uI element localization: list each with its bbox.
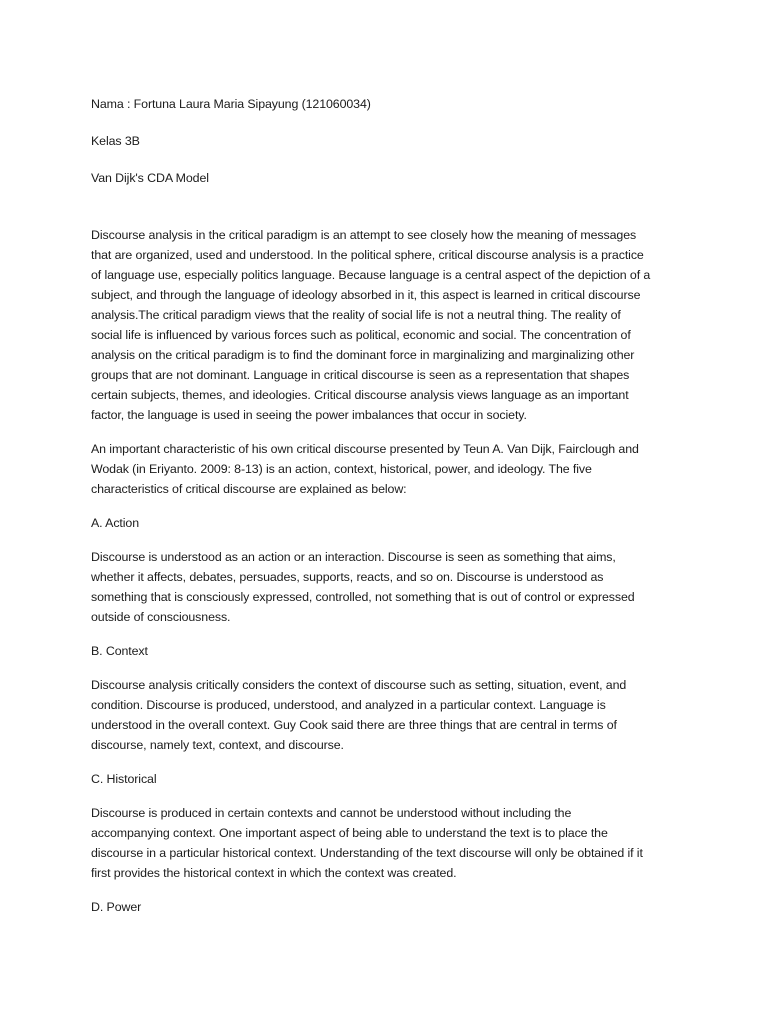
paragraph-line: that are organized, used and understood. In the political sphere, critical discourse analysis is a practice	[91, 248, 644, 262]
paragraph-line: analysis on the critical paradigm is to find the dominant force in marginalizing and marginalizing other	[91, 348, 635, 362]
paragraph-line: something that is consciously expressed, controlled, not something that is out of control or expressed	[91, 590, 635, 604]
paragraph-line: of language use, especially politics language. Because language is a central aspect of the depiction of a	[91, 268, 651, 282]
paragraph-line: Discourse analysis critically considers the context of discourse such as setting, situation, event, and	[91, 678, 627, 692]
paragraph-line: outside of consciousness.	[91, 610, 231, 624]
paragraph-line: Discourse is produced in certain contexts and cannot be understood without including the	[91, 806, 572, 820]
section-heading-power: D. Power	[91, 900, 142, 914]
paragraph-line: social life is influenced by various forces such as political, economic and social. The concentration of	[91, 328, 631, 342]
paragraph-line: discourse in a particular historical context. Understanding of the text discourse will only be obtained if it	[91, 846, 643, 860]
paragraph-line: first provides the historical context in which the context was created.	[91, 866, 457, 880]
paragraph-line: Discourse is understood as an action or an interaction. Discourse is seen as something that aims,	[91, 550, 616, 564]
section-heading-action: A. Action	[91, 516, 140, 530]
paragraph-line: subject, and through the language of ideology absorbed in it, this aspect is learned in critical discourse	[91, 288, 641, 302]
paragraph-line: understood in the overall context. Guy Cook said there are three things that are central in terms of	[91, 718, 617, 732]
class-line: Kelas 3B	[91, 134, 140, 148]
paragraph-line: groups that are not dominant. Language in critical discourse is seen as a representation that shapes	[91, 368, 630, 382]
paragraph-line: certain subjects, themes, and ideologies. Critical discourse analysis views language as an important	[91, 388, 629, 402]
section-heading-context: B. Context	[91, 644, 148, 658]
paragraph-line: analysis.The critical paradigm views that the reality of social life is not a neutral thing. The reality of	[91, 308, 621, 322]
student-name-line: Nama : Fortuna Laura Maria Sipayung (121060034)	[91, 97, 371, 111]
action-paragraph	[91, 547, 678, 627]
paragraph-line: accompanying context. One important aspect of being able to understand the text is to place the	[91, 826, 608, 840]
paragraph-line: An important characteristic of his own critical discourse presented by Teun A. Van Dijk, Fairclough and	[91, 442, 639, 456]
paragraph-line: Wodak (in Eriyanto. 2009: 8-13) is an action, context, historical, power, and ideology. The five	[91, 462, 592, 476]
document-title: Van Dijk's CDA Model	[91, 171, 209, 185]
historical-paragraph	[91, 803, 678, 883]
paragraph-line: condition. Discourse is produced, understood, and analyzed in a particular context. Language is	[91, 698, 606, 712]
paragraph-line: factor, the language is used in seeing the power imbalances that occur in society.	[91, 408, 527, 422]
paragraph-line: whether it affects, debates, persuades, supports, reacts, and so on. Discourse is understood as	[91, 570, 604, 584]
intro-paragraph	[91, 225, 678, 425]
paragraph-line: Discourse analysis in the critical paradigm is an attempt to see closely how the meaning of messages	[91, 228, 637, 242]
paragraph-line: discourse, namely text, context, and discourse.	[91, 738, 344, 752]
section-heading-historical: C. Historical	[91, 772, 157, 786]
context-paragraph	[91, 675, 678, 755]
paragraph-line: characteristics of critical discourse are explained as below:	[91, 482, 407, 496]
characteristics-paragraph	[91, 439, 678, 499]
